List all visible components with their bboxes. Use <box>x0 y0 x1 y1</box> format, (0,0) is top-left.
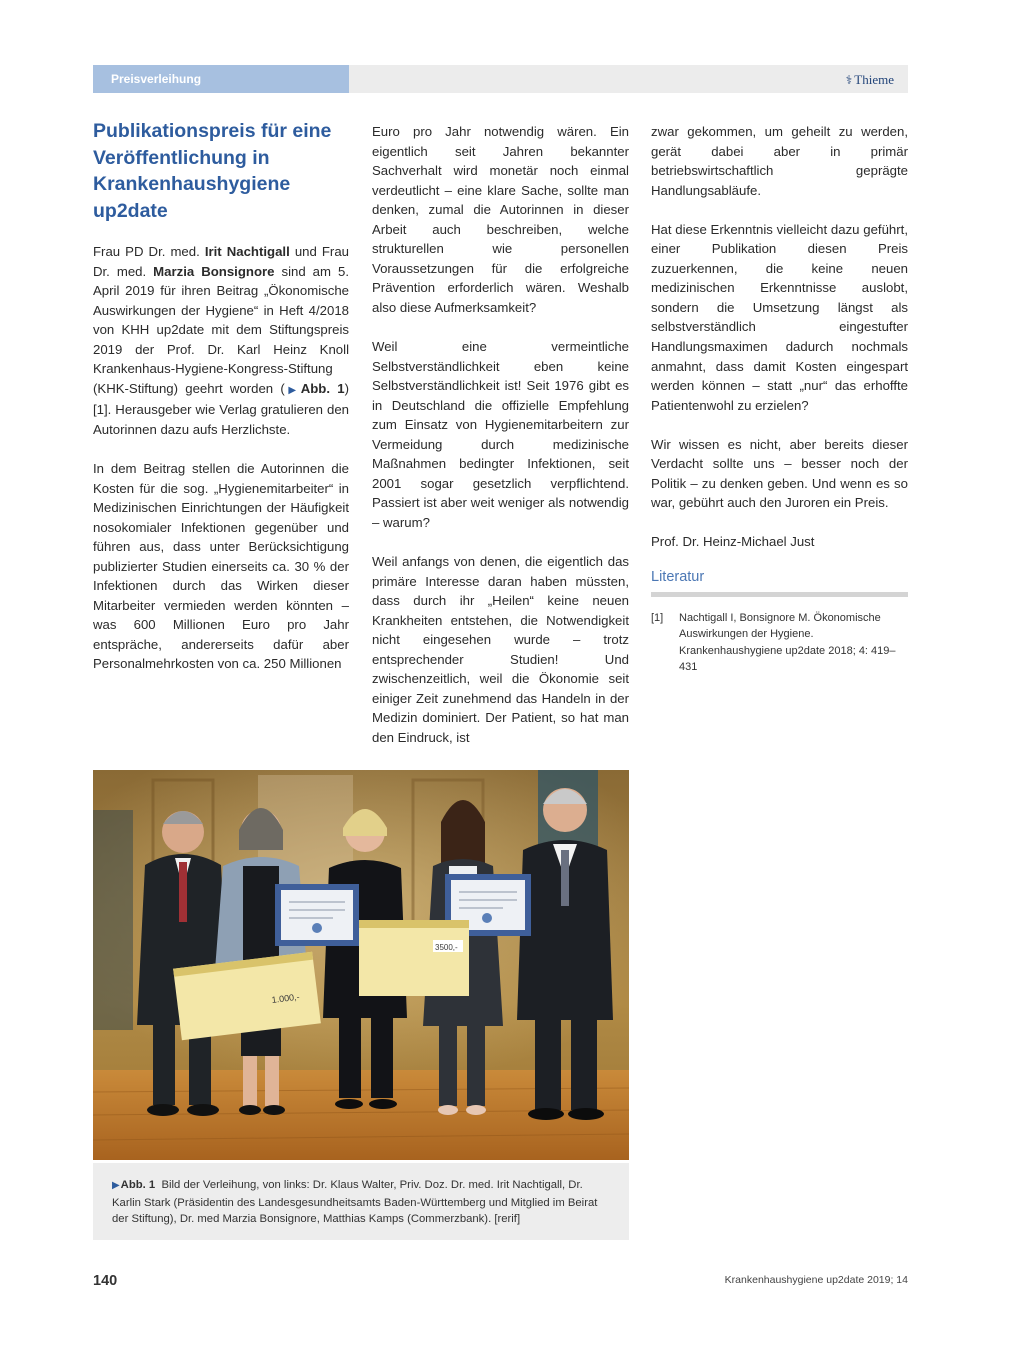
figure-label: Abb. 1 <box>120 1179 156 1191</box>
reference-item <box>651 610 908 676</box>
section-label: Preisverleihung <box>93 65 349 93</box>
cheque-amount: 3500,- <box>435 943 458 952</box>
paragraph: Euro pro Jahr notwendig wären. Ein eigentlich seit Jahren bekannter Sachverhalt wird monetär noch einmal verdeutlicht – eine klare Sache, sollte man denken, zumal die Autorinnen in dieser Arbeit auch beschreiben, welche strukturellen wie personellen Voraussetzungen für die erfolgreiche Prävention erforderlich wären. Weshalb also diese Aufmerksamkeit? <box>372 124 629 315</box>
certificate-left <box>275 884 359 946</box>
caption-text: Bild der Verleihung, von links: Dr. Klaus Walter, Priv. Doz. Dr. med. Irit Nachtigall, Dr. Karlin Stark (Präsidentin des Landesgesundheitsamts Baden-Württemberg und Mitglied im Beirat der Stiftung), Dr. med Marzia Bonsignore, Matthias Kamps (Commerzbank). [rerif] <box>112 1179 598 1225</box>
paragraph: zwar gekommen, um geheilt zu werden, gerät dabei aber in primär betriebswirtschaftlich geprägte Handlungsabläufe. <box>651 124 908 198</box>
literature-heading: Literatur <box>651 568 908 597</box>
text-run: ) [1]. Herausgeber wie Verlag gratulieren den Autorinnen dazu aufs Herzlichste. <box>93 380 349 437</box>
publisher-brand <box>846 65 894 93</box>
paragraph: Hat diese Erkenntnis vielleicht dazu geführt, einer Publikation diesen Preis zuzuerkennen, die keine neuen medizinischen Erkenntnisse auslobt, sondern die Umsetzung längst als selbstverständlich eingestufter Handlungsmaximen dadurch nochmals anmahnt, dass damit Kosten eingespart werden können – statt „nur“ das erhoffte Patientenwohl zu erzielen? <box>651 221 908 413</box>
arrow-right-icon: ▶ <box>284 384 300 396</box>
thieme-emblem-icon: ⚕ <box>845 73 853 87</box>
paragraph-intro <box>93 242 349 439</box>
author-name: Irit Nachtigall <box>204 244 290 259</box>
reference-text: Nachtigall I, Bonsignore M. Ökonomische Auswirkungen der Hygiene. Krankenhaushygiene up2date 2018; 4: 419–431 <box>679 611 896 674</box>
paragraph: Wir wissen es nicht, aber bereits dieser Verdacht sollte uns – besser noch der Politik – zu denken geben. Und wenn es so war, gebührt auch den Juroren ein Preis. <box>651 436 908 511</box>
cheque-amount: 1.000,- <box>271 991 301 1005</box>
reference-number: [1] <box>651 611 664 624</box>
author-name: Marzia Bonsignore <box>153 263 275 279</box>
author-signature: Prof. Dr. Heinz-Michael Just <box>651 534 815 550</box>
paragraph: In dem Beitrag stellen die Autorinnen die Kosten für die sog. „Hygienemitarbeiter“ in Medizinischen Einrichtungen der Häufigkeit nosokomialer Infektionen gegenüber und führen aus, dass unter Berücksichtigung publizierter Studien einerseits ca. 30 % der Infektionen durch das Wirken dieser Mitarbeiter vermieden werden könnten – was 600 Millionen Euro pro Jahr entspräche, andererseits dafür aber Personalmehrkosten von ca. 250 Millionen <box>93 461 349 672</box>
journal-citation: Krankenhaushygiene up2date 2019; 14 <box>724 1274 908 1286</box>
figure-caption <box>93 1163 629 1240</box>
column-3 <box>651 122 908 676</box>
award-ceremony-photo <box>93 770 629 1160</box>
arrow-right-icon: ▶ <box>112 1180 120 1191</box>
text-run: und Frau Dr. med. <box>93 244 349 279</box>
column-2 <box>372 122 629 767</box>
article-title: Publikationspreis für eine Veröffentlichung in Krankenhaushygiene up2date <box>93 120 332 222</box>
cheque-right <box>359 920 469 996</box>
figure-reference-link[interactable]: Abb. 1 <box>300 380 345 396</box>
column-1 <box>93 118 349 694</box>
page-number: 140 <box>93 1273 118 1289</box>
paragraph: Weil eine vermeintliche Selbstverständlichkeit eben keine Selbstverständlichkeit ist! Seit 1976 gibt es in Deutschland die offizielle Empfehlung zum Einsatz von Hygienemitarbeitern zur Vermeidung durch medizinische Maßnahmen bedingter Infektionen, seit 2001 sogar gesetzlich verpflichtend. Passiert ist aber weit weniger als notwendig – warum? <box>372 339 629 530</box>
text-run: Frau PD Dr. med. <box>93 244 205 259</box>
paragraph: Weil anfangs von denen, die eigentlich das primäre Interesse daran haben müssten, dass durch ihr „Heilen“ keine neuen Krankheiten entstehen, die Notwendigkeit nicht eingesehen wurde – trotz entsprechender Studien! Und zwischenzeitlich, weil die Ökonomie seit einiger Zeit zunehmend das Handeln in der Medizin dominiert. Der Patient, so hat man den Eindruck, ist <box>372 554 629 745</box>
publisher-name: Thieme <box>854 72 894 87</box>
text-run: sind am 5. April 2019 für ihren Beitrag „Ökonomische Auswirkungen der Hygiene“ in Heft 4/2018 von KHH up2date mit dem Stiftungspreis 2019 der Prof. Dr. Karl Heinz Knoll Krankenhaus-Hygiene-Kongress-Stiftung (KHK-Stiftung) geehrt worden ( <box>93 263 349 396</box>
running-header <box>93 65 908 93</box>
